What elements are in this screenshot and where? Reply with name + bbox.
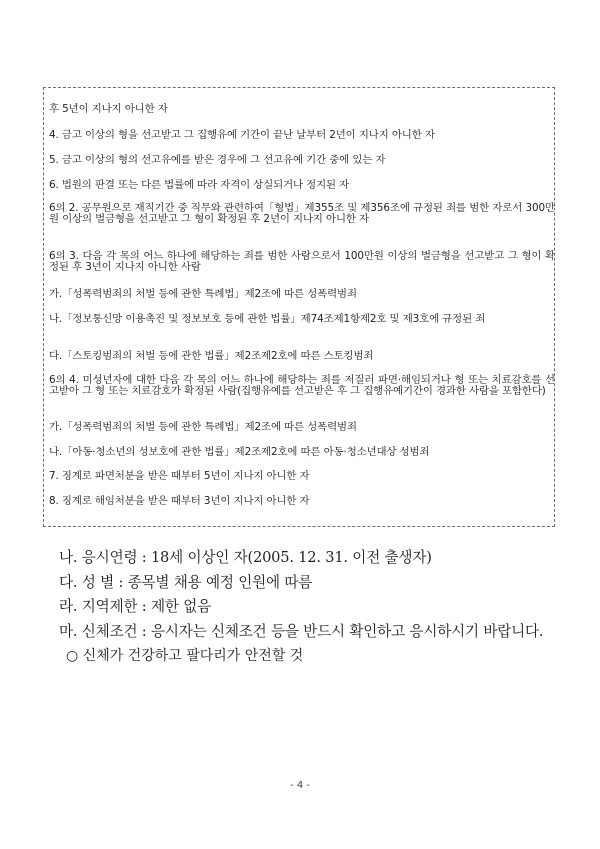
- box-line-7: 가.「성폭력범죄의 처벌 등에 관한 특례법」제2조에 따른 성폭력범죄: [49, 288, 357, 300]
- page-number: - 4 -: [290, 780, 310, 791]
- box-line-14: 8. 징계로 해임처분을 받은 때부터 3년이 지나지 아니한 자: [49, 495, 310, 507]
- age-requirement: 나. 응시연령 : 18세 이상인 자(2005. 12. 31. 이전 출생자): [59, 549, 432, 566]
- box-line-2: 4. 금고 이상의 형을 선고받고 그 집행유예 기간이 끝난 날부터 2년이 지나지 아니한 자: [49, 129, 435, 141]
- gender-requirement: 다. 성 별 : 종목별 채용 예정 인원에 따름: [59, 574, 313, 591]
- box-line-6: 6의 3. 다음 각 목의 어느 하나에 해당하는 죄를 범한 사람으로서 100만원 이상의 벌금형을 선고받고 그 형이 확정된 후 3년이 지나지 아니한 사람: [49, 250, 555, 273]
- box-line-8: 나.「정보통신망 이용촉진 및 정보보호 등에 관한 법률」제74조제1항제2호 및 제3호에 규정된 죄: [49, 313, 486, 325]
- box-line-1: 후 5년이 지나지 아니한 자: [49, 103, 168, 115]
- box-line-4: 6. 법원의 판결 또는 다른 법률에 따라 자격이 상실되거나 정지된 자: [49, 179, 350, 191]
- box-line-13: 7. 징계로 파면처분을 받은 때부터 5년이 지나지 아니한 자: [49, 470, 310, 482]
- box-line-3: 5. 금고 이상의 형의 선고유예를 받은 경우에 그 선고유예 기간 중에 있는 자: [49, 154, 386, 166]
- body-requirement-detail: ○ 신체가 건강하고 팔다리가 안전할 것: [66, 648, 304, 664]
- body-requirement: 마. 신체조건 : 응시자는 신체조건 등을 반드시 확인하고 응시하시기 바랍니다.: [59, 623, 544, 640]
- disqualification-box: [43, 87, 555, 527]
- box-line-10: 6의 4. 미성년자에 대한 다음 각 목의 어느 하나에 해당하는 죄를 저질러 파면·해임되거나 형 또는 치료감호를 선고받아 그 형 또는 치료감호가 확정된 사람(집행유예를 선고받은 후 그 집행유예기간이 경과한 사람을 포함한다): [49, 374, 555, 397]
- box-line-11: 가.「성폭력범죄의 처벌 등에 관한 특례법」제2조에 따른 성폭력범죄: [49, 421, 357, 433]
- box-line-5: 6의 2. 공무원으로 재직기간 중 직무와 관련하여「형법」제355조 및 제356조에 규정된 죄를 범한 자로서 300만원 이상의 벌금형을 선고받고 그 형이 확정된 후 2년이 지나지 아니한 자: [49, 202, 555, 225]
- box-line-9: 다.「스토킹범죄의 처벌 등에 관한 법률」제2조제2호에 따른 스토킹범죄: [49, 350, 374, 362]
- box-line-12: 나.「아동·청소년의 성보호에 관한 법률」제2조제2호에 따른 아동·청소년대상 성범죄: [49, 446, 430, 458]
- region-requirement: 라. 지역제한 : 제한 없음: [59, 598, 211, 615]
